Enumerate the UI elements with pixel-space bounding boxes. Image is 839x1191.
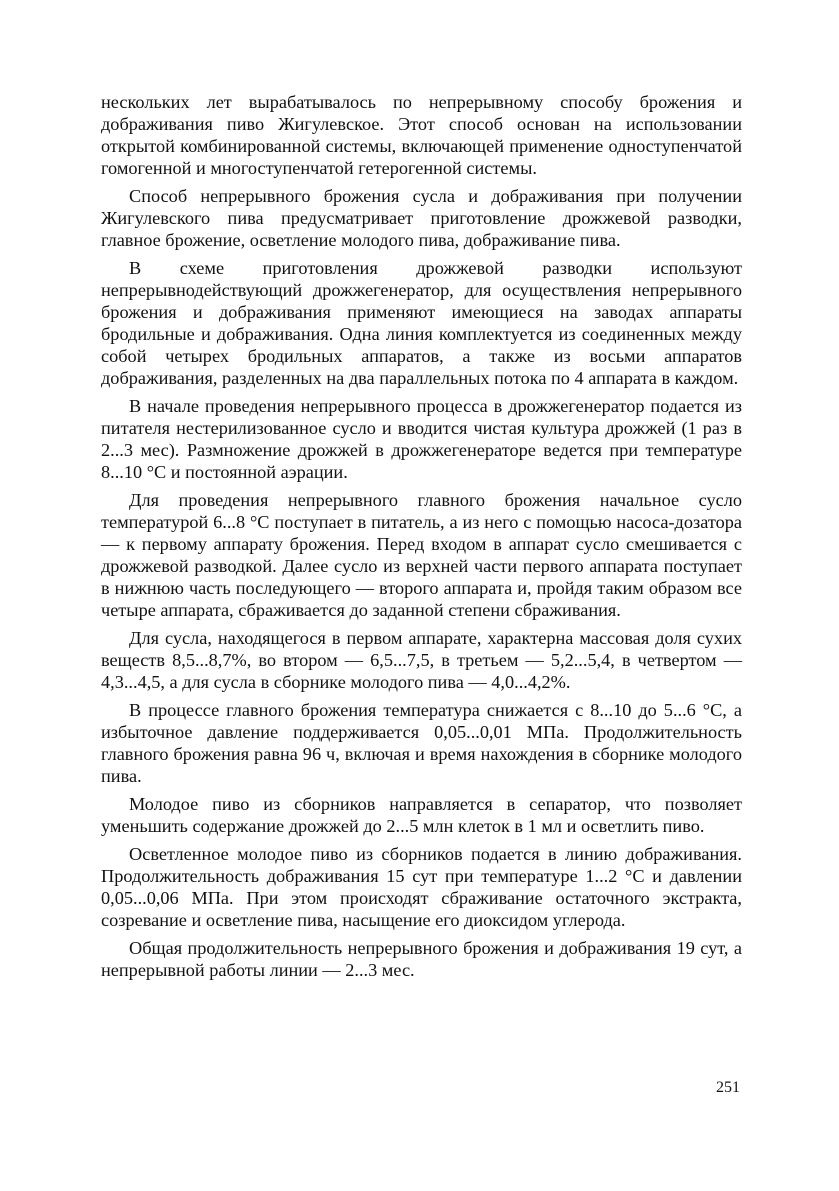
- paragraph-continuation: нескольких лет вырабатывалось по непрерывному способу брожения и дображивания пиво Жигулевское. Этот способ основан на использовании открытой комбинированной системы, включающей применение одноступенчатой гомогенной и многоступенчатой гетерогенной системы.: [101, 92, 742, 178]
- paragraph-temperature-pressure: В процессе главного брожения температура снижается с 8...10 до 5...6 °С, а избыточное давление поддерживается 0,05...0,01 МПа. Продолжительность главного брожения равна 96 ч, включая и время нахождения в сборнике молодого пива.: [101, 700, 742, 786]
- page-number: 251: [716, 1079, 740, 1096]
- paragraph-dry-matter: Для сусла, находящегося в первом аппарате, характерна массовая доля сухих веществ 8,5...8,7%, во втором — 6,5...7,5, в третьем — 5,2...5,4, в четвертом — 4,3...4,5, а для сусла в сборнике молодого пива — 4,0...4,2%.: [101, 628, 742, 692]
- paragraph-total-duration: Общая продолжительность непрерывного брожения и дображивания 19 сут, а непрерывной работы линии — 2...3 мес.: [101, 938, 742, 980]
- paragraph-method-overview: Способ непрерывного брожения сусла и дображивания при получении Жигулевского пива предусматривает приготовление дрожжевой разводки, главное брожение, осветление молодого пива, дображивание пива.: [101, 186, 742, 250]
- paragraph-separator: Молодое пиво из сборников направляется в сепаратор, что позволяет уменьшить содержание дрожжей до 2...5 млн клеток в 1 мл и осветлить пиво.: [101, 794, 742, 836]
- paragraph-secondary-fermentation: Осветленное молодое пиво из сборников подается в линию дображивания. Продолжительность дображивания 15 сут при температуре 1...2 °С и давлении 0,05...0,06 МПа. При этом происходят сбраживание остаточного экстракта, созревание и осветление пива, насыщение его диоксидом углерода.: [101, 844, 742, 930]
- paragraph-yeast-generator-scheme: В схеме приготовления дрожжевой разводки используют непрерывнодействующий дрожжегенератор, для осуществления непрерывного брожения и дображивания применяют имеющиеся на заводах аппараты бродильные и дображивания. Одна линия комплектуется из соединенных между собой четырех бродильных аппаратов, а также из восьми аппаратов дображивания, разделенных на два параллельных потока по 4 аппарата в каждом.: [101, 258, 742, 388]
- page-body: [101, 91, 742, 987]
- paragraph-process-start: В начале проведения непрерывного процесса в дрожжегенератор подается из питателя нестерилизованное сусло и вводится чистая культура дрожжей (1 раз в 2...3 мес). Размножение дрожжей в дрожжегенераторе ведется при температуре 8...10 °С и постоянной аэрации.: [101, 396, 742, 482]
- paragraph-main-fermentation: Для проведения непрерывного главного брожения начальное сусло температурой 6...8 °С поступает в питатель, а из него с помощью насоса-дозатора — к первому аппарату брожения. Перед входом в аппарат сусло смешивается с дрожжевой разводкой. Далее сусло из верхней части первого аппарата поступает в нижнюю часть последующего — второго аппарата и, пройдя таким образом все четыре аппарата, сбраживается до заданной степени сбраживания.: [101, 490, 742, 620]
